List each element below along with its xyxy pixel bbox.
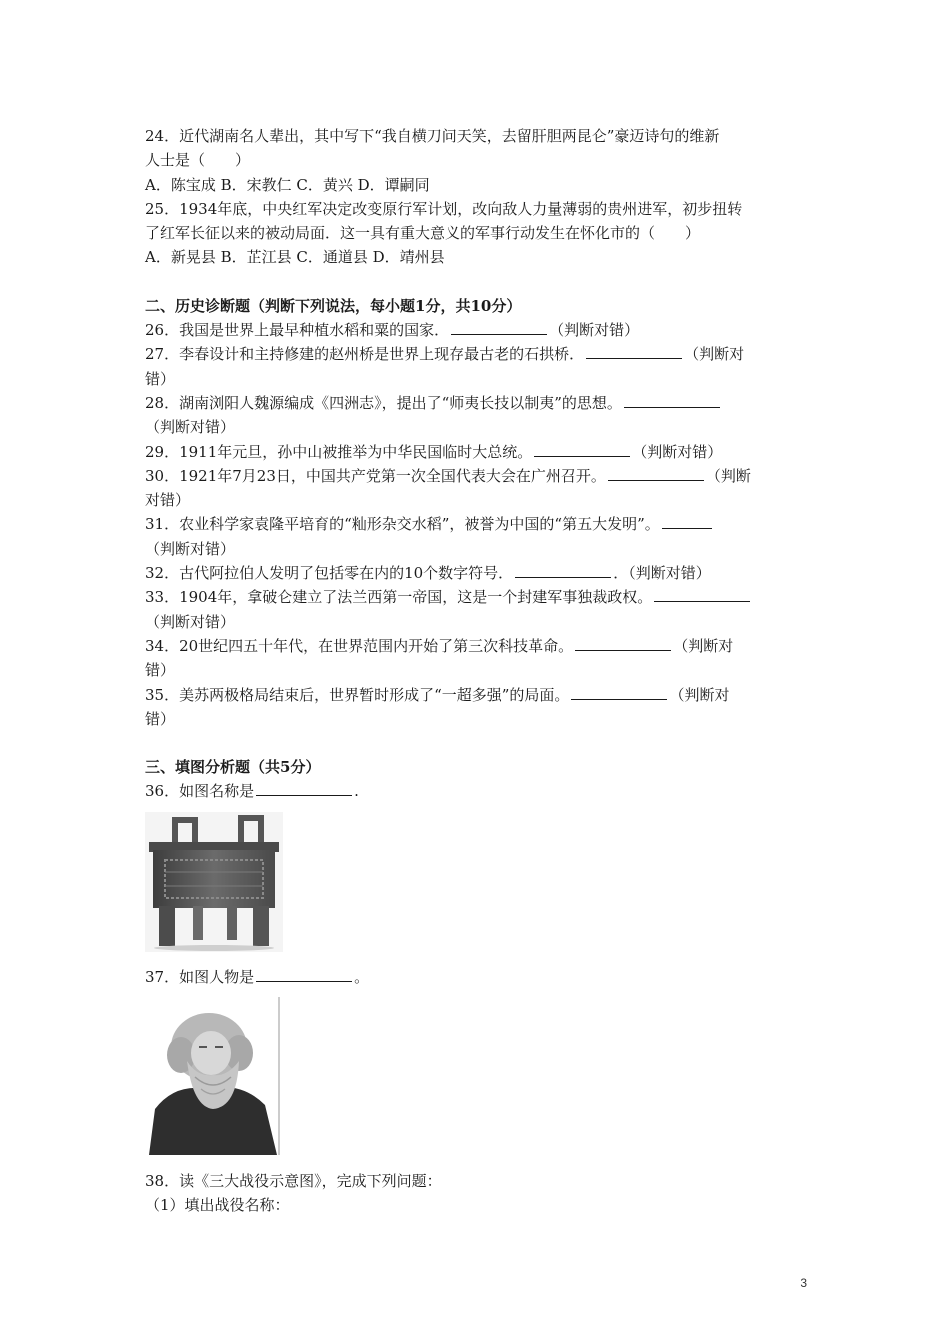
- q26: [145, 318, 813, 342]
- q26-answer-blank[interactable]: [451, 319, 547, 335]
- q27-cont: 错）: [145, 369, 176, 388]
- q26-text: 26．我国是世界上最早种植水稻和粟的国家．: [145, 321, 450, 340]
- q36-end: .: [354, 782, 359, 801]
- q31: [145, 512, 813, 536]
- q34-answer-blank[interactable]: [575, 635, 671, 651]
- q26-suffix: （判断对错）: [549, 321, 640, 340]
- q33: [145, 585, 813, 609]
- q28-answer-blank[interactable]: [624, 392, 720, 408]
- q29-text: 29．1911年元旦，孙中山被推举为中华民国临时大总统。: [145, 442, 533, 461]
- q36-text: 36．如图名称是: [145, 782, 255, 801]
- q28-cont: （判断对错）: [145, 418, 236, 437]
- q28: [145, 391, 813, 415]
- q33-text: 33．1904年，拿破仑建立了法兰西第一帝国，这是一个封建军事独裁政权。: [145, 588, 653, 607]
- q29: [145, 440, 813, 464]
- q36-answer-blank[interactable]: [256, 780, 352, 796]
- q30-suffix: （判断: [705, 466, 751, 485]
- q30: [145, 464, 813, 488]
- q29-suffix: （判断对错）: [632, 442, 723, 461]
- page-number: 3: [800, 1276, 807, 1290]
- q32-answer-blank[interactable]: [515, 562, 611, 578]
- bronze-ding-figure: [145, 812, 813, 959]
- q35: [145, 683, 813, 707]
- q27: [145, 342, 813, 366]
- section2-title: 二、历史诊断题（判断下列说法，每小题1分，共10分）: [145, 296, 522, 315]
- q36: [145, 779, 813, 803]
- q24-options: A．陈宝成 B．宋教仁 C．黄兴 D．谭嗣同: [145, 175, 430, 194]
- q29-answer-blank[interactable]: [534, 441, 630, 457]
- q27-suffix: （判断对: [684, 345, 745, 364]
- q28-text: 28．湖南浏阳人魏源编成《四洲志》，提出了“师夷长技以制夷”的思想。: [145, 393, 622, 412]
- q37-end: 。: [354, 968, 370, 987]
- q35-cont: 错）: [145, 709, 176, 728]
- bronze-ding-image: [145, 812, 283, 952]
- q32-suffix: （判断对错）: [628, 564, 711, 583]
- q32-mid: ．: [613, 564, 629, 583]
- q35-suffix: （判断对: [669, 685, 730, 704]
- q32: [145, 561, 813, 585]
- q25-line1: 25．1934年底，中央红军决定改变原行军计划，改向敌人力量薄弱的贵州进军，初步扭转: [145, 199, 743, 218]
- q30-answer-blank[interactable]: [608, 465, 704, 481]
- q38-sub1: （1）填出战役名称：: [145, 1195, 290, 1214]
- q27-text: 27．李春设计和主持修建的赵州桥是世界上现存最古老的石拱桥．: [145, 345, 585, 364]
- portrait-image: [145, 997, 281, 1155]
- q38-text: 38．读《三大战役示意图》，完成下列问题：: [145, 1171, 442, 1190]
- q25-line2: 了红军长征以来的被动局面．这一具有重大意义的军事行动发生在怀化市的（ ）: [145, 224, 701, 243]
- q37-answer-blank[interactable]: [256, 966, 352, 982]
- q31-text: 31．农业科学家袁隆平培育的“籼形杂交水稻”，被誉为中国的“第五大发明”。: [145, 515, 660, 534]
- q34-text: 34．20世纪四五十年代，在世界范围内开始了第三次科技革命。: [145, 636, 574, 655]
- q30-cont: 对错）: [145, 491, 191, 510]
- section3-title: 三、填图分析题（共5分）: [145, 758, 321, 777]
- q34-cont: 错）: [145, 661, 176, 680]
- q27-answer-blank[interactable]: [586, 343, 682, 359]
- q34-suffix: （判断对: [673, 636, 734, 655]
- q33-answer-blank[interactable]: [654, 586, 750, 602]
- q35-answer-blank[interactable]: [571, 684, 667, 700]
- q34: [145, 634, 813, 658]
- q33-cont: （判断对错）: [145, 612, 236, 631]
- q37: [145, 965, 813, 989]
- q32-text: 32．古代阿拉伯人发明了包括零在内的10个数字符号．: [145, 564, 514, 583]
- q30-text: 30．1921年7月23日，中国共产党第一次全国代表大会在广州召开。: [145, 466, 606, 485]
- q37-text: 37．如图人物是: [145, 968, 255, 987]
- q31-answer-blank[interactable]: [662, 513, 712, 529]
- q31-cont: （判断对错）: [145, 539, 236, 558]
- portrait-figure: [145, 997, 813, 1162]
- q35-text: 35．美苏两极格局结束后，世界暂时形成了“一超多强”的局面。: [145, 685, 570, 704]
- q24-line1: 24．近代湖南名人辈出，其中写下“我自横刀问天笑，去留肝胆两昆仑”豪迈诗句的维新: [145, 127, 720, 145]
- page-content: [145, 124, 813, 1217]
- q24-line2: 人士是（ ）: [145, 151, 251, 170]
- q25-options: A．新晃县 B．芷江县 C．通道县 D．靖州县: [145, 248, 445, 267]
